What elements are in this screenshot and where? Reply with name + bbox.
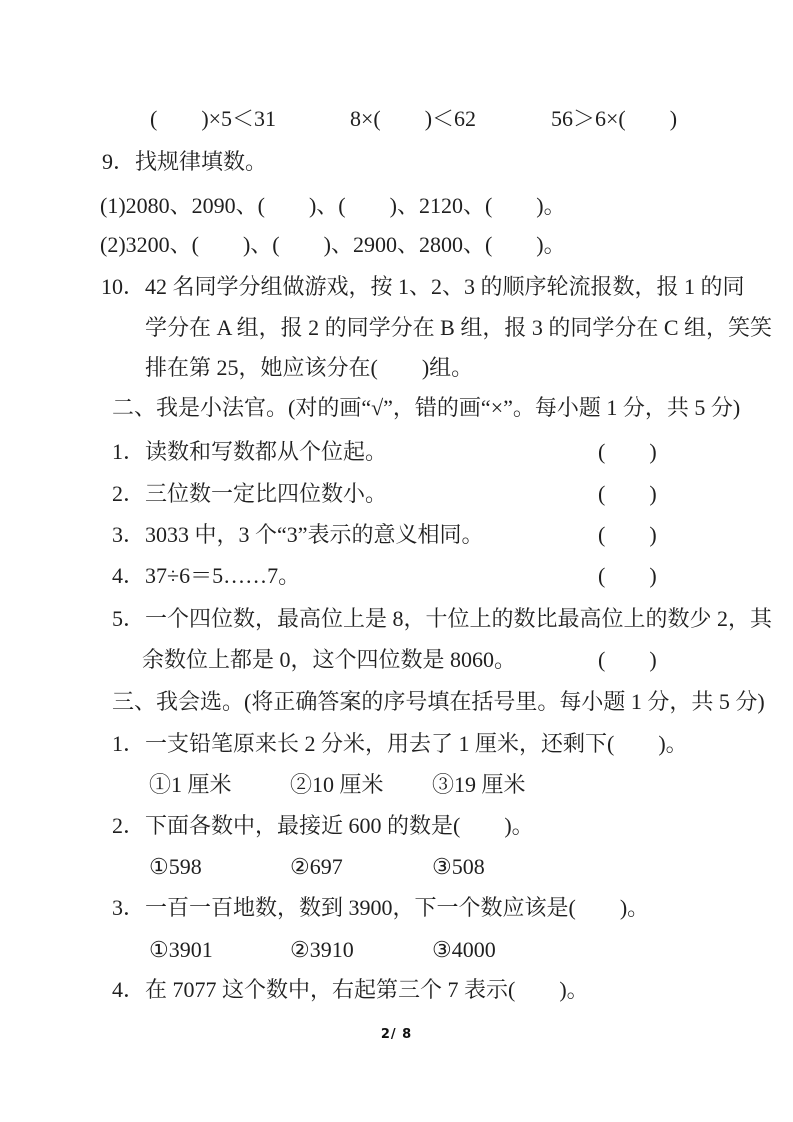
question-9-sub-1: (1)2080、2090、( )、( )、2120、( )。	[100, 193, 566, 218]
tf-item-1-text: 1．读数和写数都从个位起。	[112, 439, 388, 464]
question-10-line-3: 排在第 25，她应该分在( )组。	[145, 355, 474, 380]
tf-item-1-answer-bracket: ( )	[598, 439, 657, 464]
mc-question-2-option-2: ②697	[290, 854, 343, 879]
inequality-blank-1: ( )×5＜31	[150, 106, 277, 131]
mc-question-2-stem: 2．下面各数中，最接近 600 的数是( )。	[112, 813, 534, 838]
tf-item-4-text: 4．37÷6＝5……7。	[112, 563, 301, 588]
page-number: 2/ 8	[380, 1027, 413, 1042]
mc-question-2-option-3: ③508	[432, 854, 485, 879]
mc-question-3-stem: 3．一百一百地数，数到 3900，下一个数应该是( )。	[112, 895, 650, 920]
tf-item-5-line-2: 余数位上都是 0，这个四位数是 8060。	[142, 647, 517, 672]
mc-question-1-option-2: ②10 厘米	[290, 772, 384, 797]
tf-item-2-text: 2．三位数一定比四位数小。	[112, 481, 388, 506]
tf-item-4-answer-bracket: ( )	[598, 563, 657, 588]
inequality-blank-3: 56＞6×( )	[551, 106, 678, 131]
inequality-blank-2: 8×( )＜62	[350, 106, 477, 131]
question-10-line-2: 学分在 A 组，报 2 的同学分在 B 组，报 3 的同学分在 C 组，笑笑	[145, 315, 773, 340]
question-9-sub-2: (2)3200、( )、( )、2900、2800、( )。	[100, 232, 566, 257]
mc-question-4-stem: 4．在 7077 这个数中，右起第三个 7 表示( )。	[112, 977, 589, 1002]
tf-item-5-answer-bracket: ( )	[598, 647, 657, 672]
tf-item-3-text: 3．3033 中，3 个“3”表示的意义相同。	[112, 522, 484, 547]
tf-item-3-answer-bracket: ( )	[598, 522, 657, 547]
mc-question-3-option-3: ③4000	[432, 937, 496, 962]
question-10-line-1: 10．42 名同学分组做游戏，按 1、2、3 的顺序轮流报数，报 1 的同	[101, 274, 745, 299]
mc-question-1-option-3: ③19 厘米	[432, 772, 526, 797]
section-2-header: 二、我是小法官。(对的画“√”，错的画“×”。每小题 1 分，共 5 分)	[112, 395, 741, 420]
mc-question-1-option-1: ①1 厘米	[149, 772, 232, 797]
mc-question-3-option-1: ①3901	[149, 937, 213, 962]
mc-question-1-stem: 1．一支铅笔原来长 2 分米，用去了 1 厘米，还剩下( )。	[112, 731, 688, 756]
mc-question-2-option-1: ①598	[149, 854, 202, 879]
section-3-header: 三、我会选。(将正确答案的序号填在括号里。每小题 1 分，共 5 分)	[112, 689, 765, 714]
tf-item-2-answer-bracket: ( )	[598, 481, 657, 506]
question-9-label: 9．找规律填数。	[102, 149, 268, 174]
tf-item-5-line-1: 5．一个四位数，最高位上是 8，十位上的数比最高位上的数少 2，其	[112, 606, 773, 631]
mc-question-3-option-2: ②3910	[290, 937, 354, 962]
